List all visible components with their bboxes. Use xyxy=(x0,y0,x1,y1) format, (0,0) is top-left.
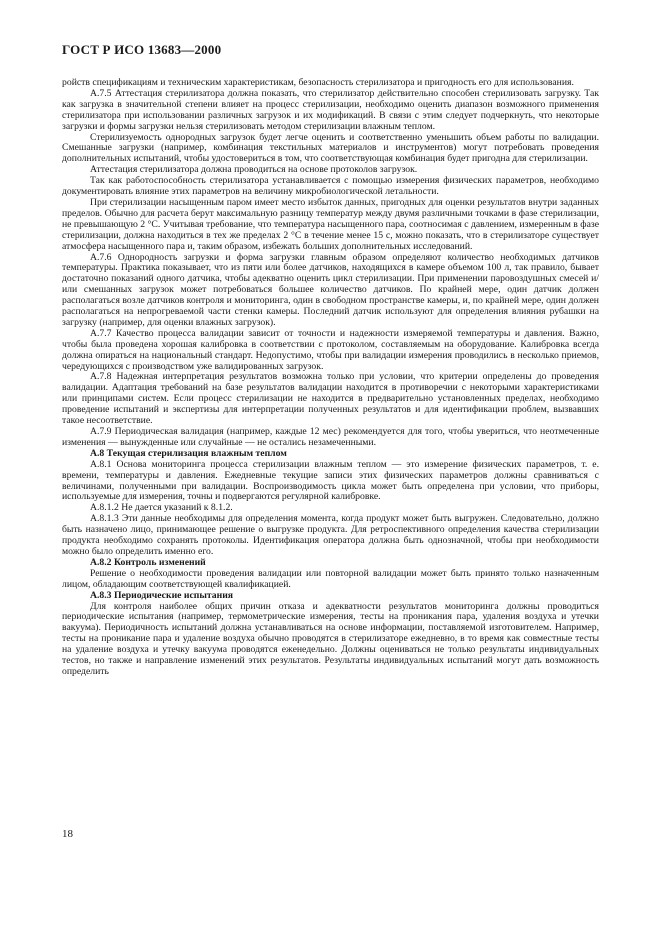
paragraph: А.7.8 Надежная интерпретация результатов возможна только при условии, что критерии определены до проведения валидации. Адаптация требований на базе результатов валидации находится в противоречии с некоторыми характеристиками или принципами систем. Если процесс стерилизации не находится в предварительно установленных пределах, необходимо проведение испытаний и экспертизы для интерпретации полученных результатов и для идентификации проблем, вызвавших такое несоответствие. xyxy=(62,371,599,427)
paragraph: Так как работоспособность стерилизатора устанавливается с помощью измерения физических параметров, необходимо документировать влияние этих параметров на величину микробиологической летальности. xyxy=(62,175,599,198)
paragraph: Аттестация стерилизатора должна проводиться на основе протоколов загрузок. xyxy=(90,164,418,176)
document-body xyxy=(62,78,599,678)
paragraph: А.7.6 Однородность загрузки и форма загрузки главным образом определяют количество необходимых датчиков температуры. Практика показывает, что из пяти или более датчиков, находящихся в камере объемом 100 л, так правило, бывает достаточно показаний одного датчика, чтобы адекватно оценить цикл стерилизации. При применении паровоздушных смесей и/или смешанных загрузок может потребоваться большее количество датчиков. По крайней мере, один датчик должен располагаться возле датчиков контроля и мониторинга, один в свободном пространстве камеры, и, по крайней мере, один должен располагаться на непрогреваемой части стенки камеры. Последний датчик используют для определения влияния рубашки на загрузку (например, для оценки влажных загрузок). xyxy=(62,251,599,328)
paragraph: А.8.1.2 Не дается указаний к 8.1.2. xyxy=(90,502,233,514)
document-header: ГОСТ Р ИСО 13683—2000 xyxy=(62,42,222,57)
section-heading: А.8 Текущая стерилизация влажным теплом xyxy=(90,447,287,459)
paragraph: Стерилизуемость однородных загрузок будет легче оценить и соответственно уменьшить объем работы по валидации. Смешанные загрузки (например, комбинация текстильных материалов и инструментов) могут потребовать проведения дополнительных испытаний, чтобы удостовериться в том, что соответствующая комбинация будет пригодна для стерилизации. xyxy=(62,131,599,165)
section-heading: А.8.2 Контроль изменений xyxy=(90,556,206,568)
paragraph: А.8.1 Основа мониторинга процесса стерилизации влажным теплом — это измерение физических параметров, т. е. времени, температуры и давления. Ежедневные текущие записи этих физических параметров должны сравниваться с величинами, полученными при валидации. Воспроизводимость цикла может быть определена при условии, что приборы, используемые для измерения, точны и подвергаются регулярной калибровке. xyxy=(62,458,599,503)
paragraph: А.7.9 Периодическая валидация (например, каждые 12 мес) рекомендуется для того, чтобы увериться, что неотмеченные изменения — вынужденные или случайные — не остались незамеченными. xyxy=(62,426,599,448)
paragraph: При стерилизации насыщенным паром имеет место избыток данных, пригодных для оценки результатов внутри заданных пределов. Обычно для расчета берут максимальную разницу температур между двумя различными точками в фазе стерилизации, не превышающую 2 °С. Учитывая требование, что температура насыщенного пара, соотносимая с давлением, измеренным в фазе стерилизации, должна находиться в тех же пределах 2 °С в течение менее 15 с, можно показать, что в стерилизаторе существует атмосфера насыщенного пара и, таким образом, избежать больших дополнительных исследований. xyxy=(62,196,599,252)
section-heading: А.8.3 Периодические испытания xyxy=(90,589,234,601)
paragraph: Решение о необходимости проведения валидации или повторной валидации может быть принято только назначенным лицом, обладающим соответствующей квалификацией. xyxy=(62,567,599,590)
paragraph: А.7.5 Аттестация стерилизатора должна показать, что стерилизатор действительно способен стерилизовать загрузку. Так как загрузка в значительной степени влияет на процесс стерилизации, необходимо оценить диапазон возможного применения стерилизатора при использовании различных загрузок и их модификаций. В связи с этим следует подчеркнуть, что некоторые загрузки и формы загрузки нельзя стерилизовать методом стерилизации влажным теплом. xyxy=(62,87,599,132)
paragraph: А.7.7 Качество процесса валидации зависит от точности и надежности измеряемой температуры и давления. Важно, чтобы была проведена хорошая калибровка в соответствии с протоколом, составляемым на оборудование. Калибровка всегда должна опираться на национальный стандарт. Недопустимо, чтобы при валидации измерения проводились в несколько приемов, чередующихся с производством уже валидированных загрузок. xyxy=(62,327,599,372)
paragraph: А.8.1.3 Эти данные необходимы для определения момента, когда продукт может быть выгружен. Следовательно, должно быть назначено лицо, принимающее решение о выгрузке продукта. Для ретроспективного определения качества стерилизации продукта необходимо сохранять протоколы. Идентификация оператора должна быть однозначной, чтобы при необходимости можно было определить именно его. xyxy=(62,513,599,557)
paragraph: Для контроля наиболее общих причин отказа и адекватности результатов мониторинга должны проводиться периодические испытания (например, термометрические измерения, тесты на проникания пара, удаления воздуха и утечки вакуума). Периодичность испытаний должна устанавливаться на основе информации, поставляемой изготовителем. Например, тесты на проникание пара и удаление воздуха обычно проводятся в стерилизаторе ежедневно, в то время как совместные тесты на удаление воздуха и утечку вакуума проводятся еженедельно. Должны оцениваться не только результаты индивидуальных тестов, но также и направление изменений этих результатов. Результаты индивидуальных испытаний могут дать возможность определить xyxy=(62,600,599,677)
paragraph: ройств спецификациям и техническим характеристикам, безопасность стерилизатора и пригодность его для использования. xyxy=(62,77,574,88)
page-number: 18 xyxy=(62,828,73,840)
